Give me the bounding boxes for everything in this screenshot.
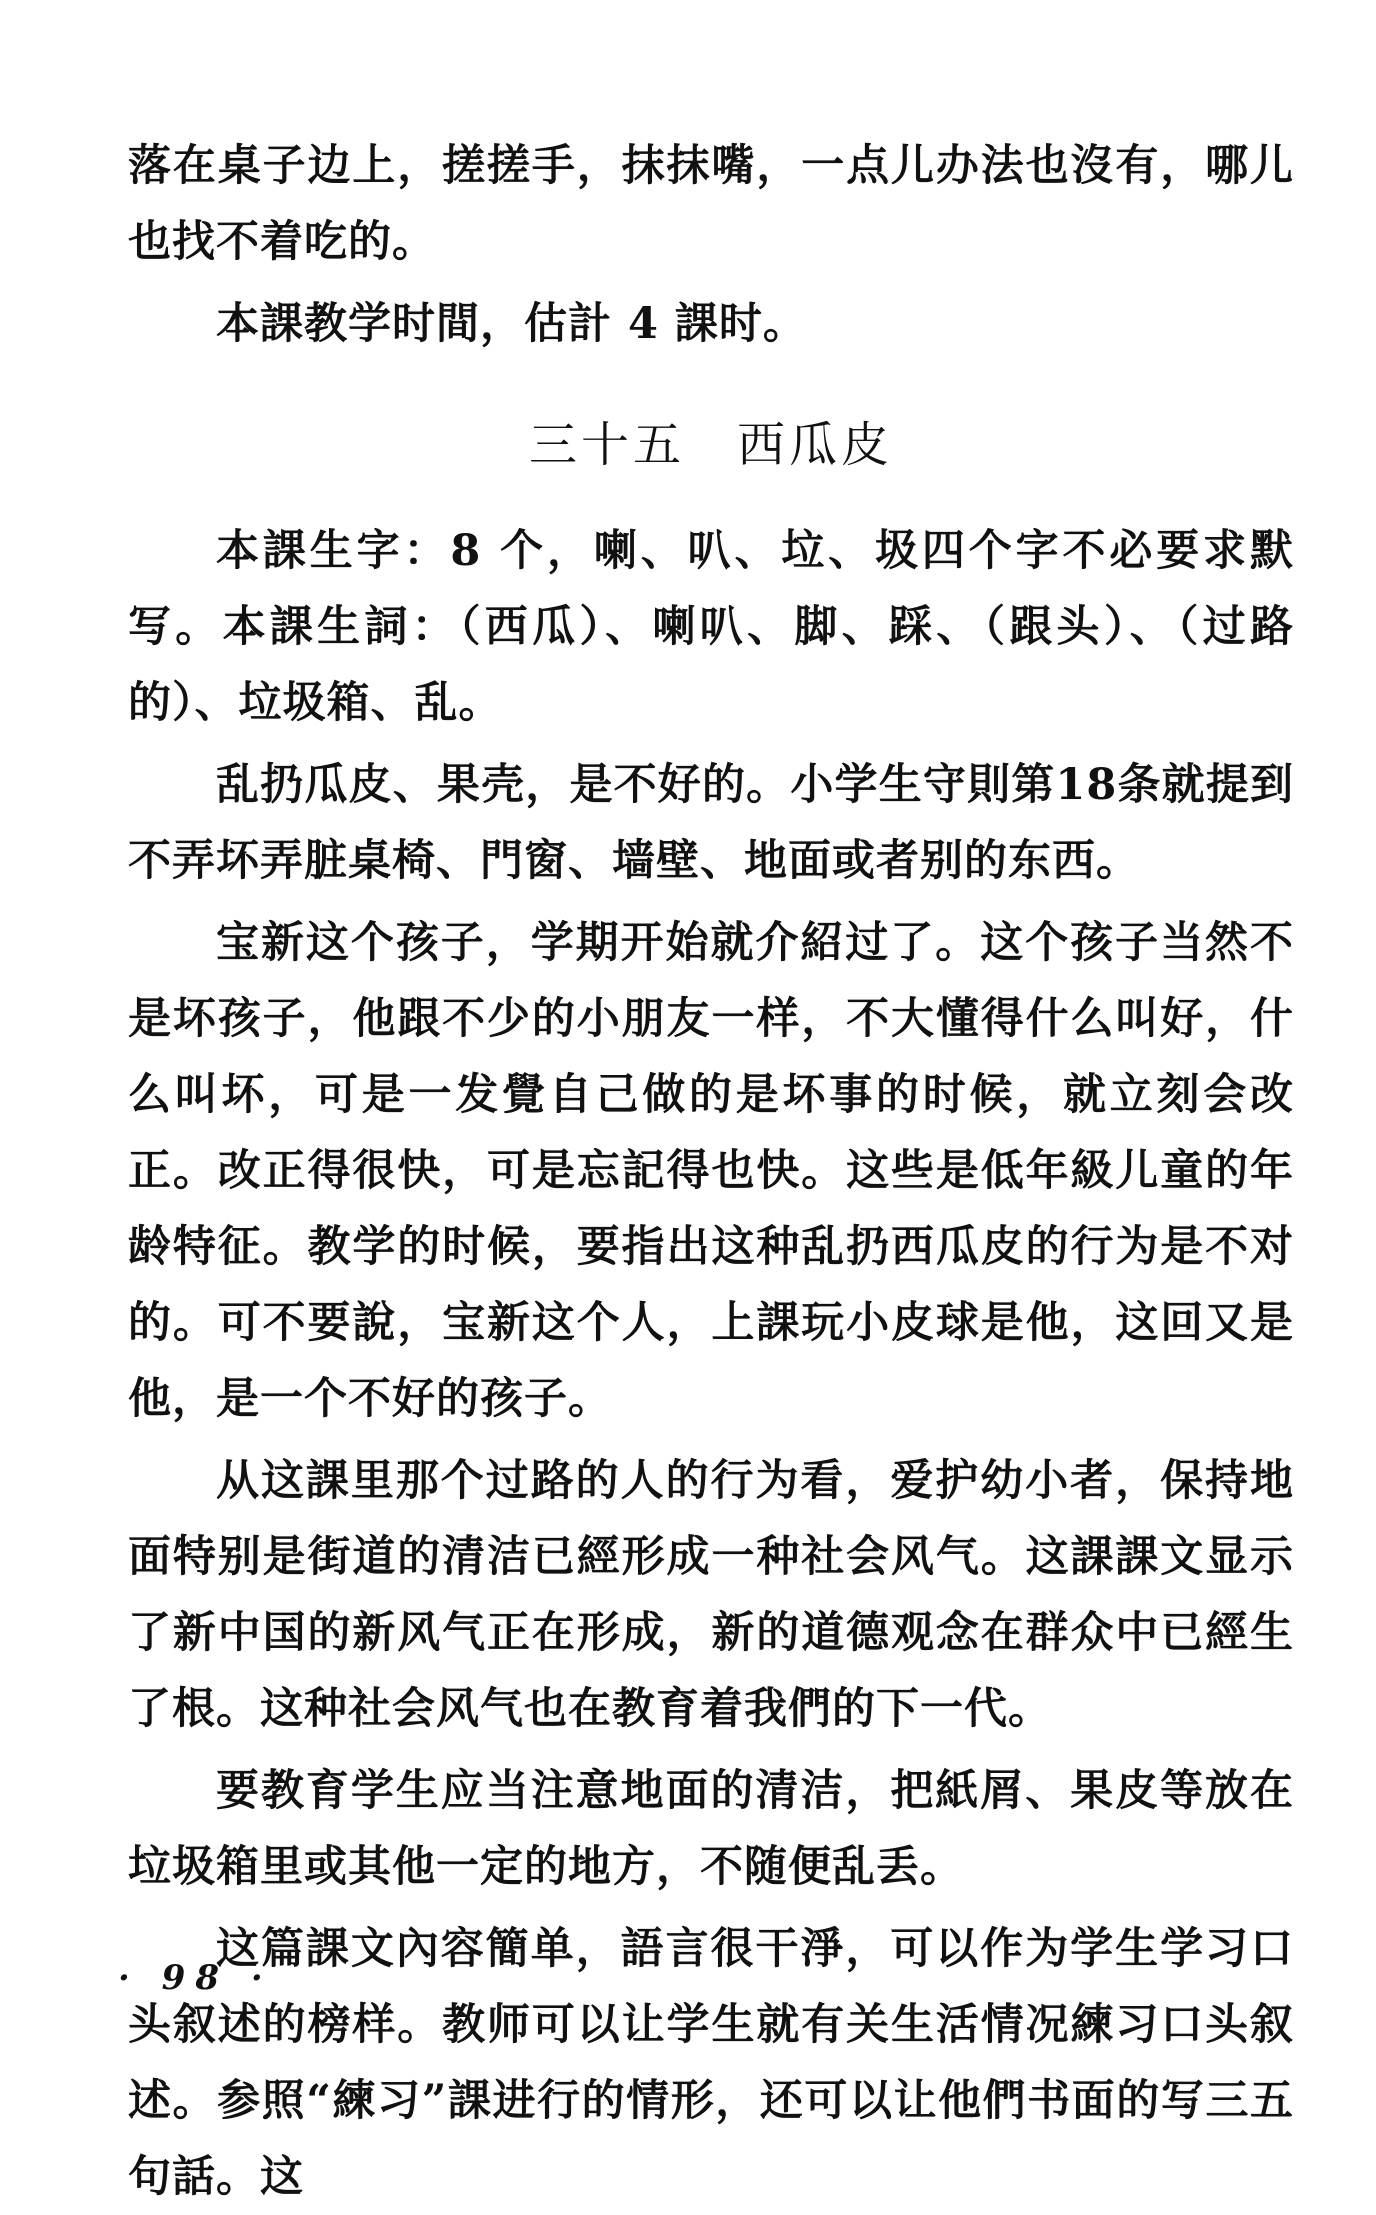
paragraph-rules: 乱扔瓜皮、果壳，是不好的。小学生守則第18条就提到不弄坏弄脏桌椅、門窗、墙壁、地面或者别的东西。: [128, 760, 1294, 886]
paragraph-passerby: 从这課里那个过路的人的行为看，爱护幼小者，保持地面特别是街道的清洁已經形成一种社会风气。这課課文显示了新中国的新风气正在形成，新的道德观念在群众中已經生了根。这种社会风气也在教育着我們的下一代。: [128, 1456, 1294, 1734]
paragraph-cleanliness: 要教育学生应当注意地面的清洁，把紙屑、果皮等放在垃圾箱里或其他一定的地方，不随便乱丢。: [128, 1766, 1294, 1892]
paragraph-narration: 这篇課文內容簡单，語言很干淨，可以作为学生学习口头叙述的榜样。教师可以让学生就有关生活情况練习口头叙述。参照“練习”課进行的情形，还可以让他們书面的写三五句話。这: [128, 1924, 1294, 2202]
document-page: [128, 128, 1294, 2215]
section-heading: 三十五 西瓜皮: [528, 417, 893, 473]
paragraph-lesson-time: 本課教学时間，估計 4 課时。: [216, 299, 807, 349]
paragraph-new-words: 本課生字：8 个，喇、叭、垃、圾四个字不必要求默写。本課生詞：（西瓜）、喇叭、脚、踩、（跟头）、（过路的）、垃圾箱、乱。: [128, 526, 1294, 728]
paragraph-baoxin: 宝新这个孩子，学期开始就介紹过了。这个孩子当然不是坏孩子，他跟不少的小朋友一样，不大懂得什么叫好，什么叫坏，可是一发覺自己做的是坏事的时候，就立刻会改正。改正得很快，可是忘記得也快。这些是低年級儿童的年龄特征。教学的时候，要指出这种乱扔西瓜皮的行为是不对的。可不要說，宝新这个人，上課玩小皮球是他，这回又是他，是一个不好的孩子。: [128, 918, 1294, 1424]
paragraph-continued: 落在桌子边上，搓搓手，抹抹嘴，一点儿办法也沒有，哪儿也找不着吃的。: [128, 141, 1294, 267]
page-number: · 98 ·: [118, 1958, 273, 1998]
